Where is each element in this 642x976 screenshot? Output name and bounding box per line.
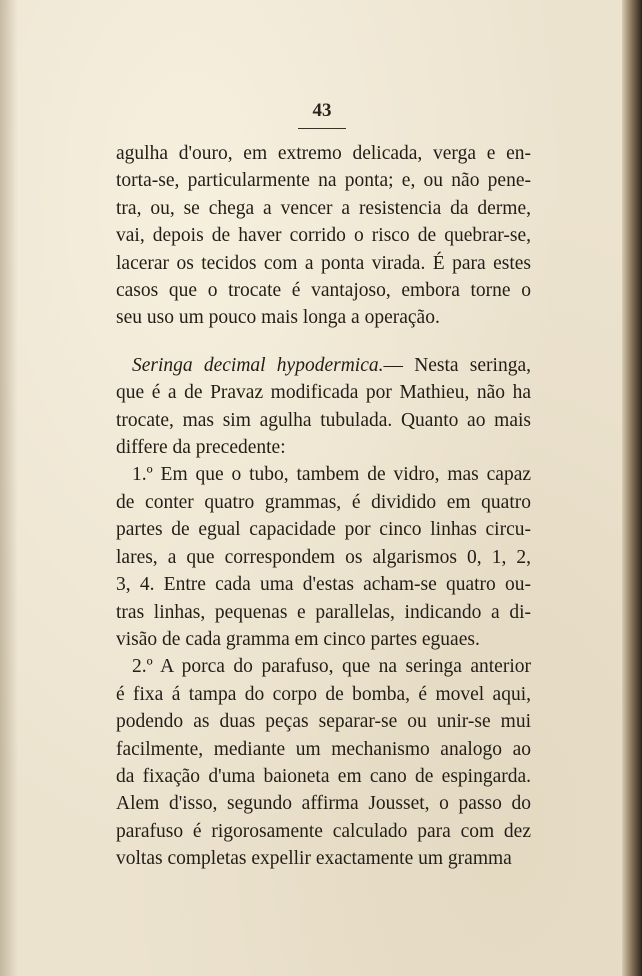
text-line: parafuso é rigorosamente calculado para com dez [116, 820, 531, 842]
text-line: visão de cada gramma em cinco partes eguaes. [116, 628, 480, 650]
text-line: 2.º A porca do parafuso, que na seringa anterior [132, 656, 531, 678]
text-line: é fixa á tampa do corpo de bomba, é movel aqui, [116, 683, 531, 705]
text-line: lacerar os tecidos com a ponta virada. É para estes [116, 252, 531, 274]
paragraph-4 [116, 653, 531, 872]
text-line: agulha d'ouro, em extremo delicada, verga e en- [116, 143, 531, 164]
text-line: seu uso um pouco mais longa a operação. [116, 307, 440, 329]
text-line: tra, ou, se chega a vencer a resistencia da derme, [116, 197, 531, 219]
text-line: partes de egual capacidade por cinco linhas circu- [116, 519, 531, 541]
text-line [116, 352, 531, 379]
text-line: differe da precedente: [116, 437, 286, 459]
paragraph-3 [116, 461, 531, 653]
text-line: torta-se, particularmente na ponta; e, ou não pene- [116, 170, 531, 192]
body-text [116, 140, 531, 873]
text-line: da fixação d'uma baioneta em cano de espingarda. [116, 765, 531, 787]
page-number: 43 [312, 100, 332, 121]
text-line: vai, depois de haver corrido o risco de quebrar-se, [116, 225, 531, 247]
text-line: tras linhas, pequenas e parallelas, indicando a di- [116, 601, 531, 623]
heading-continuation: — Nesta seringa, [383, 354, 531, 376]
text-line: de conter quatro grammas, é dividido em quatro [116, 491, 531, 513]
text-line: voltas completas expellir exactamente um gramma [116, 848, 512, 870]
text-line: lares, a que correspondem os algarismos 0, 1, 2, [116, 546, 531, 568]
paragraph-2 [116, 352, 531, 462]
text-line: podendo as duas peças separar-se ou unir-se mui [116, 711, 531, 733]
text-line: Alem d'isso, segundo affirma Jousset, o passo do [116, 793, 531, 815]
text-line: trocate, mas sim agulha tubulada. Quanto ao mais [116, 409, 531, 431]
page-number-rule [298, 128, 346, 129]
text-line: 3, 4. Entre cada uma d'estas acham-se quatro ou- [116, 574, 531, 596]
section-heading: Seringa decimal hypodermica. [132, 354, 384, 376]
paragraph-gap [116, 332, 531, 352]
text-line: facilmente, mediante um mechanismo analogo ao [116, 738, 531, 760]
text-line: 1.º Em que o tubo, tambem de vidro, mas capaz [132, 464, 531, 486]
text-line: casos que o trocate é vantajoso, embora torne o [116, 280, 531, 302]
paragraph-1 [116, 140, 531, 332]
page-gutter-shadow [0, 0, 18, 976]
text-line: que é a de Pravaz modificada por Mathieu, não ha [116, 382, 531, 404]
page-fore-edge [622, 0, 642, 976]
